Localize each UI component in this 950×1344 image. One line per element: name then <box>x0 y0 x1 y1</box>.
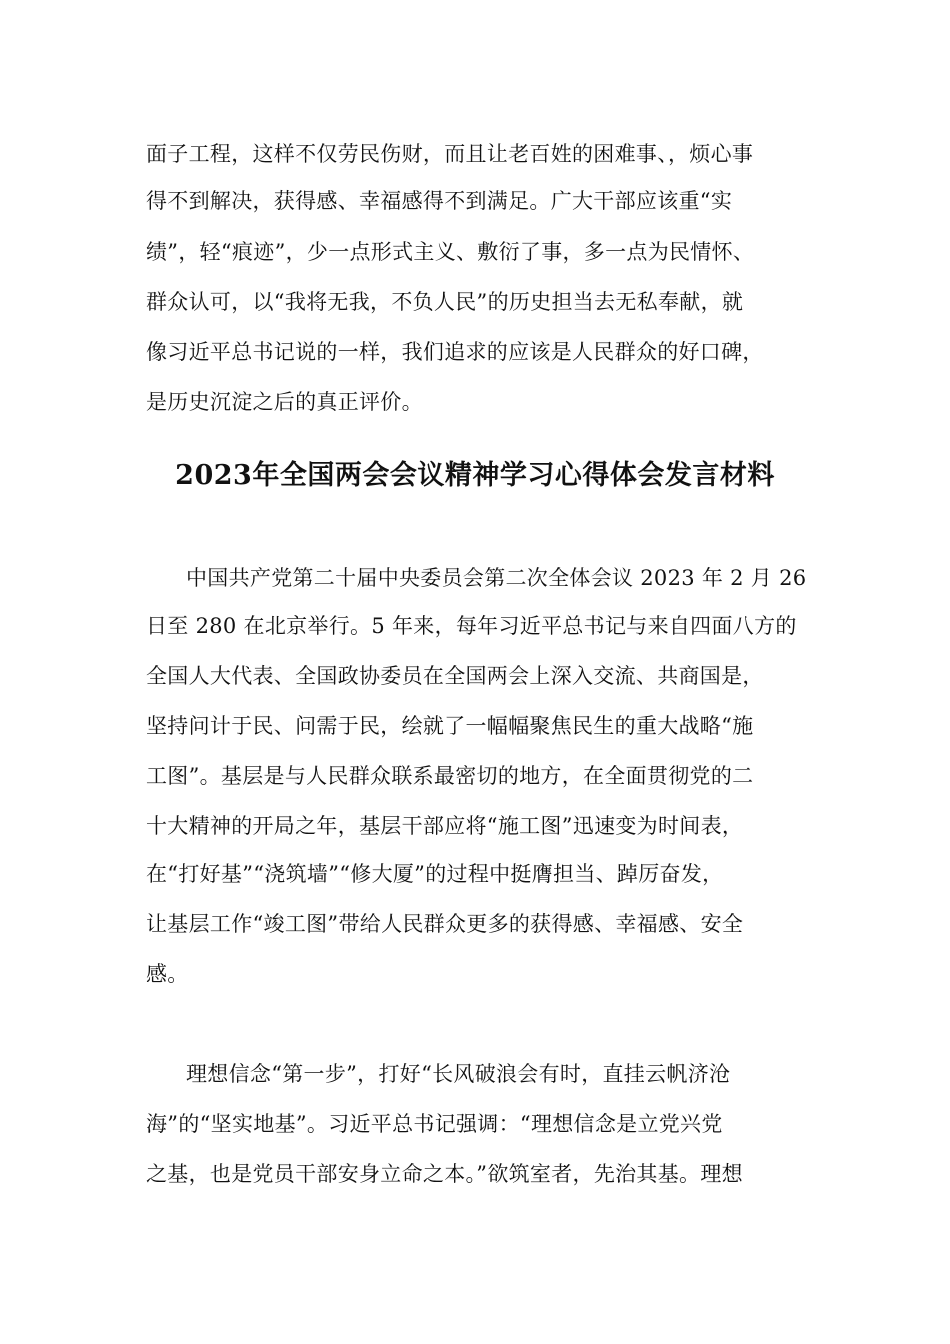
text-line: 群众认可，以“我将无我，不负人民”的历史担当去无私奉献，就 <box>146 290 744 314</box>
text-line: 面子工程，这样不仅劳民伤财，而且让老百姓的困难事、，烦心事 <box>146 142 754 166</box>
document-title: 2023年全国两会会议精神学习心得体会发言材料 <box>175 460 775 491</box>
text-line: 让基层工作“竣工图”带给人民群众更多的获得感、幸福感、安全 <box>146 912 744 936</box>
text-line: 坚持问计于民、问需于民，绘就了一幅幅聚焦民生的重大战略“施 <box>146 714 754 738</box>
text-line: 日至 280 在北京举行。5 年来，每年习近平总书记与来自四面八方的 <box>146 614 797 638</box>
text-line: 之基，也是党员干部安身立命之本。”欲筑室者，先治其基。理想 <box>146 1162 743 1186</box>
text-line: 感。 <box>146 962 189 986</box>
text-line: 海”的“坚实地基”。习近平总书记强调：“理想信念是立党兴党 <box>146 1112 723 1136</box>
text-line: 在“打好基”“浇筑墙”“修大厦”的过程中挺膺担当、踔厉奋发， <box>146 862 724 886</box>
text-line: 像习近平总书记说的一样，我们追求的应该是人民群众的好口碑， <box>146 340 764 364</box>
text-line: 理想信念“第一步”，打好“长风破浪会有时，直挂云帆济沧 <box>186 1062 731 1086</box>
text-line: 全国人大代表、全国政协委员在全国两会上深入交流、共商国是， <box>146 664 764 688</box>
text-line: 是历史沉淀之后的真正评价。 <box>146 390 423 414</box>
text-line: 十大精神的开局之年，基层干部应将“施工图”迅速变为时间表， <box>146 814 744 838</box>
text-line: 得不到解决，获得感、幸福感得不到满足。广大干部应该重“实 <box>146 189 733 213</box>
text-line: 工图”。基层是与人民群众联系最密切的地方，在全面贯彻党的二 <box>146 764 754 788</box>
text-line: 绩”，轻“痕迹”，少一点形式主义、敷衍了事，多一点为民情怀、 <box>146 240 755 264</box>
text-line: 中国共产党第二十届中央委员会第二次全体会议 2023 年 2 月 26 <box>186 566 807 590</box>
